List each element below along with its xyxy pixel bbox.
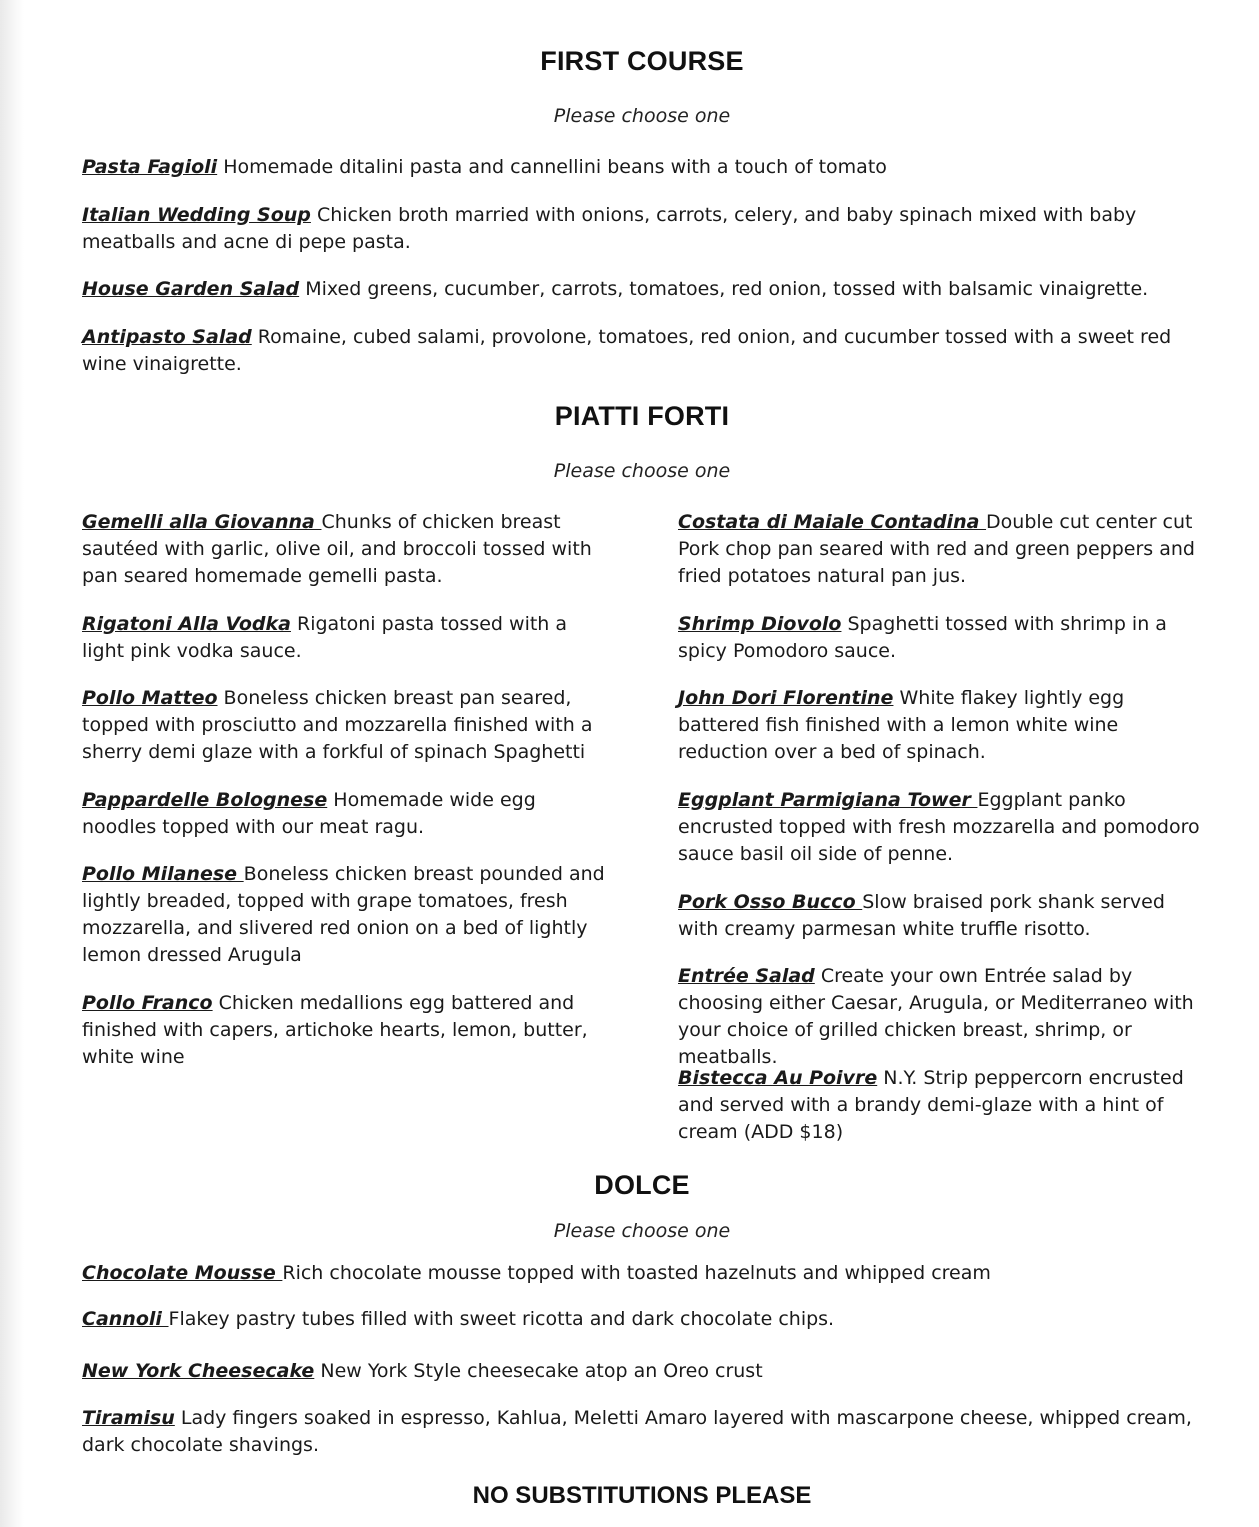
item-desc: Boneless chicken breast pan seared, topped with prosciutto and mozzarella finished with a sherry demi glaze with a forkful of spinach Spaghetti bbox=[82, 687, 593, 763]
item-desc: Rich chocolate mousse topped with toasted hazelnuts and whipped cream bbox=[282, 1262, 991, 1284]
item-name: Cannoli bbox=[82, 1308, 169, 1330]
item-name: Eggplant Parmigiana Tower bbox=[678, 789, 978, 811]
menu-item-costata-di-maiale bbox=[678, 509, 1208, 590]
item-desc: Chicken medallions egg battered and finished with capers, artichoke hearts, lemon, butter, white wine bbox=[82, 992, 588, 1068]
item-desc: Homemade wide egg noodles topped with our meat ragu. bbox=[82, 789, 536, 838]
menu-item-cannoli bbox=[82, 1306, 1212, 1333]
item-desc: Mixed greens, cucumber, carrots, tomatoes, red onion, tossed with balsamic vinaigrette. bbox=[299, 278, 1149, 300]
item-name: Pork Osso Bucco bbox=[678, 891, 863, 913]
item-desc: Slow braised pork shank served with creamy parmesan white truffle risotto. bbox=[678, 891, 1165, 940]
menu-item-pollo-matteo bbox=[82, 685, 612, 766]
item-desc: Boneless chicken breast pounded and lightly breaded, topped with grape tomatoes, fresh mozzarella, and slivered red onion on a bed of lightly lemon dressed Arugula bbox=[82, 863, 605, 966]
item-name: Chocolate Mousse bbox=[82, 1262, 283, 1284]
item-name: Pollo Matteo bbox=[82, 687, 218, 709]
item-name: Pollo Milanese bbox=[82, 863, 244, 885]
item-desc: Create your own Entrée salad by choosing either Caesar, Arugula, or Mediterraneo with your choice of grilled chicken breast, shrimp, or meatballs. bbox=[678, 965, 1194, 1068]
item-desc: N.Y. Strip peppercorn encrusted and served with a brandy demi-glaze with a hint of cream (ADD $18) bbox=[678, 1067, 1184, 1143]
item-desc: Chunks of chicken breast sautéed with garlic, olive oil, and broccoli tossed with pan seared homemade gemelli pasta. bbox=[82, 511, 592, 587]
item-desc: Romaine, cubed salami, provolone, tomatoes, red onion, and cucumber tossed with a sweet red wine vinaigrette. bbox=[82, 326, 1172, 375]
item-name: Tiramisu bbox=[82, 1407, 175, 1429]
item-desc: White flakey lightly egg battered fish finished with a lemon white wine reduction over a bed of spinach. bbox=[678, 687, 1125, 763]
menu-item-pasta-fagioli bbox=[82, 154, 1212, 181]
item-name: Entrée Salad bbox=[678, 965, 815, 987]
item-name: Costata di Maiale Contadina bbox=[678, 511, 987, 533]
menu-item-gemelli-alla-giovanna bbox=[82, 509, 612, 590]
menu-item-italian-wedding-soup bbox=[82, 202, 1212, 256]
item-name: Pollo Franco bbox=[82, 992, 213, 1014]
item-name: Pasta Fagioli bbox=[82, 156, 218, 178]
item-desc: Lady fingers soaked in espresso, Kahlua, Meletti Amaro layered with mascarpone cheese, whipped cream, dark chocolate shavings. bbox=[82, 1407, 1192, 1456]
menu-item-pollo-franco bbox=[82, 990, 612, 1071]
item-name: Shrimp Diovolo bbox=[678, 613, 842, 635]
item-desc: Chicken broth married with onions, carrots, celery, and baby spinach mixed with baby meatballs and acne di pepe pasta. bbox=[82, 204, 1137, 253]
item-name: Bistecca Au Poivre bbox=[678, 1067, 878, 1089]
menu-item-antipasto-salad bbox=[82, 324, 1212, 378]
menu-item-chocolate-mousse bbox=[82, 1260, 1212, 1287]
menu-item-rigatoni-alla-vodka bbox=[82, 611, 612, 665]
item-name: Rigatoni Alla Vodka bbox=[82, 613, 291, 635]
item-desc: Rigatoni pasta tossed with a light pink vodka sauce. bbox=[82, 613, 568, 662]
first-course-heading: FIRST COURSE bbox=[540, 46, 744, 76]
item-desc: Homemade ditalini pasta and cannellini beans with a touch of tomato bbox=[217, 156, 887, 178]
item-desc: Double cut center cut Pork chop pan seared with red and green peppers and fried potatoes natural pan jus. bbox=[678, 511, 1195, 587]
menu-item-eggplant-parmigiana-tower bbox=[678, 787, 1208, 868]
menu-item-pollo-milanese bbox=[82, 861, 612, 969]
menu-item-entree-salad bbox=[678, 963, 1208, 1071]
item-desc: Flakey pastry tubes filled with sweet ricotta and dark chocolate chips. bbox=[168, 1308, 835, 1330]
item-desc: Eggplant panko encrusted topped with fresh mozzarella and pomodoro sauce basil oil side of penne. bbox=[678, 789, 1200, 865]
item-name: New York Cheesecake bbox=[82, 1360, 315, 1382]
first-course-subheading: Please choose one bbox=[553, 105, 731, 127]
item-desc: Spaghetti tossed with shrimp in a spicy Pomodoro sauce. bbox=[678, 613, 1167, 662]
item-desc: New York Style cheesecake atop an Oreo crust bbox=[314, 1360, 763, 1382]
item-name: Antipasto Salad bbox=[82, 326, 252, 348]
menu-item-tiramisu bbox=[82, 1405, 1212, 1459]
piatti-forti-subheading: Please choose one bbox=[553, 460, 731, 482]
dolce-heading: DOLCE bbox=[594, 1170, 690, 1200]
no-substitutions-notice: NO SUBSTITUTIONS PLEASE bbox=[472, 1482, 812, 1509]
menu-item-pork-osso-bucco bbox=[678, 889, 1208, 943]
item-name: Gemelli alla Giovanna bbox=[82, 511, 322, 533]
menu-item-shrimp-diovolo bbox=[678, 611, 1208, 665]
menu-item-new-york-cheesecake bbox=[82, 1358, 1212, 1385]
item-name: Pappardelle Bolognese bbox=[82, 789, 328, 811]
item-name: John Dori Florentine bbox=[678, 687, 894, 709]
dolce-subheading: Please choose one bbox=[553, 1220, 731, 1242]
menu-item-bistecca-au-poivre bbox=[678, 1065, 1208, 1146]
piatti-forti-heading: PIATTI FORTI bbox=[554, 401, 730, 431]
page-edge-shadow bbox=[0, 0, 24, 1527]
item-name: House Garden Salad bbox=[82, 278, 300, 300]
menu-item-john-dori-florentine bbox=[678, 685, 1208, 766]
menu-item-pappardelle-bolognese bbox=[82, 787, 612, 841]
item-name: Italian Wedding Soup bbox=[82, 204, 311, 226]
menu-item-house-garden-salad bbox=[82, 276, 1212, 303]
